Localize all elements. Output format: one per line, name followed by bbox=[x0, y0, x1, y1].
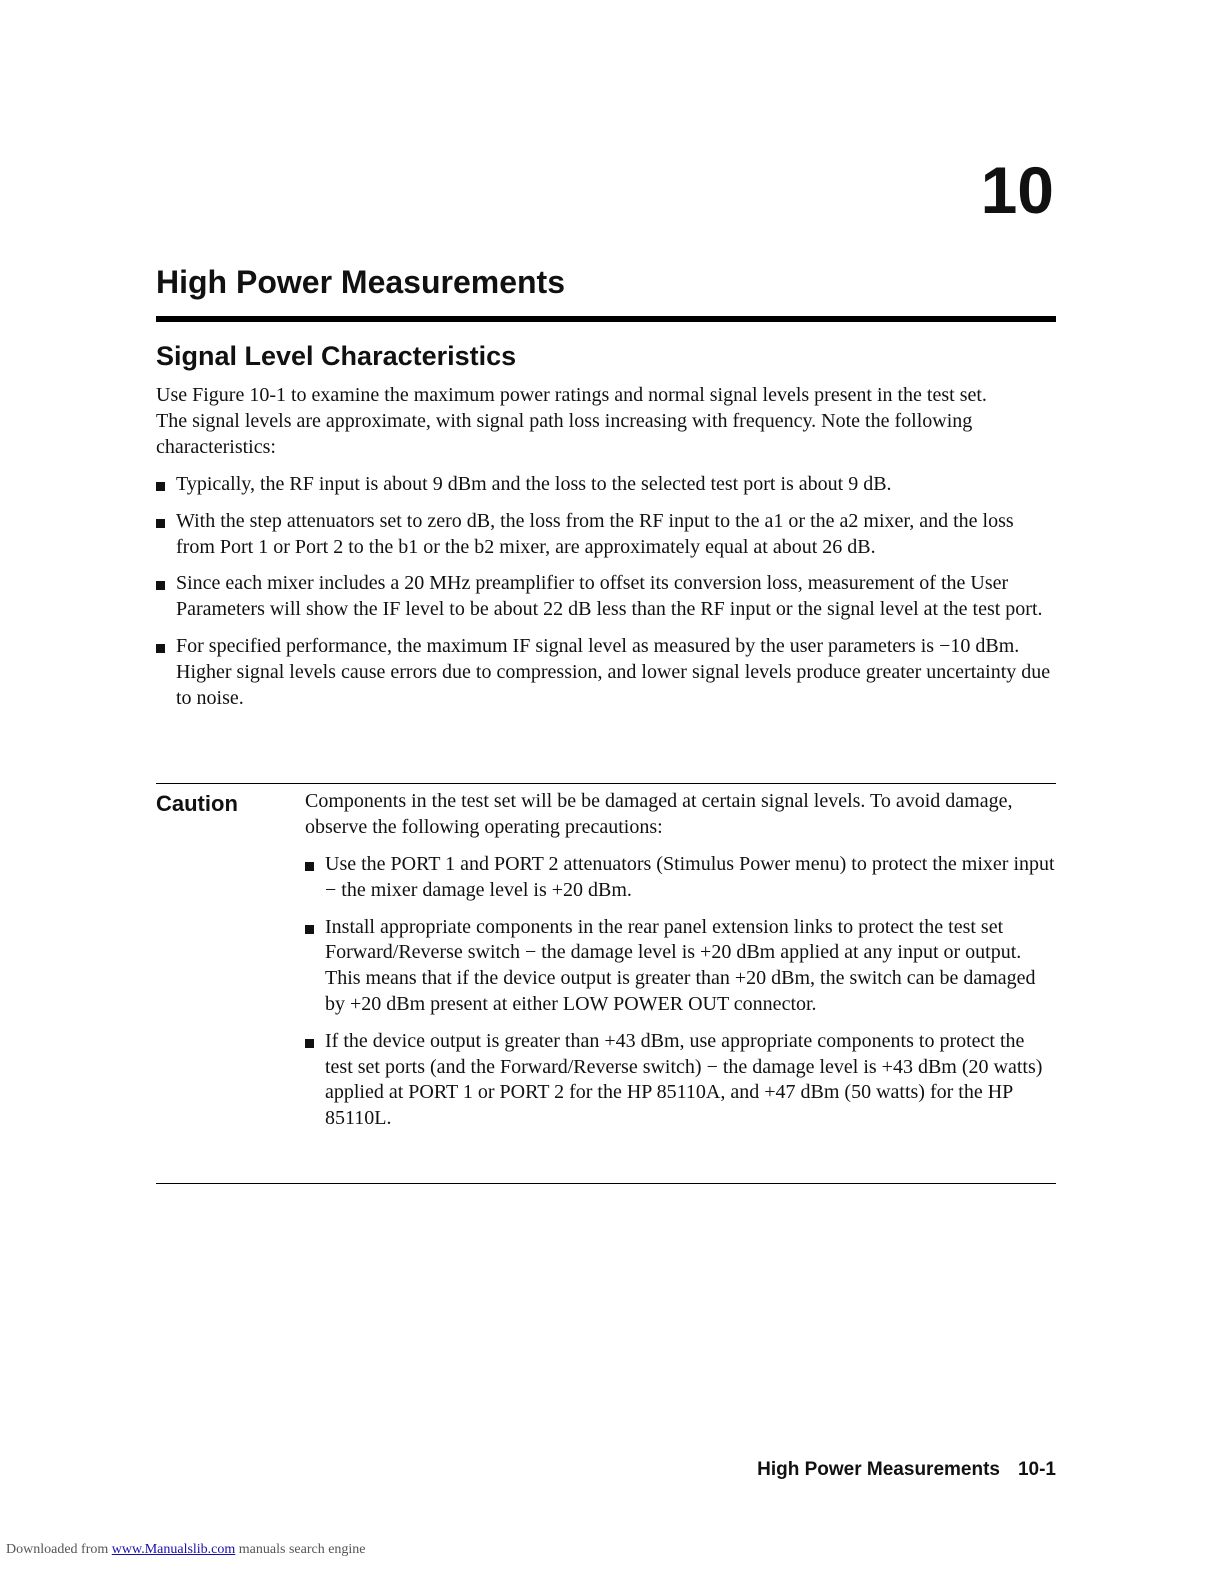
caution-bottom-rule bbox=[156, 1183, 1056, 1184]
caution-label: Caution bbox=[156, 791, 238, 816]
download-note-suffix: manuals search engine bbox=[238, 1542, 366, 1557]
square-bullet-icon bbox=[305, 925, 314, 934]
square-bullet-icon bbox=[156, 644, 165, 653]
intro-paragraph: Use Figure 10-1 to examine the maximum power ratings and normal signal levels present in the test set. The signal levels are approximate, with signal path loss increasing with frequency. Note the following characteristics: bbox=[156, 384, 987, 458]
caution-top-rule bbox=[156, 783, 1056, 784]
list-item-text: If the device output is greater than +43 dBm, use appropriate components to protect the test set ports (and the Forward/Reverse switch) − the damage level is +43 dBm (20 watts) applied at PORT 1 or PORT 2 for the HP 85110A, and +47 dBm (50 watts) for the HP 85110L. bbox=[325, 1029, 1043, 1130]
square-bullet-icon bbox=[305, 1039, 314, 1048]
list-item bbox=[305, 852, 1057, 904]
list-item bbox=[156, 634, 1056, 711]
square-bullet-icon bbox=[305, 862, 314, 871]
footer-title: High Power Measurements bbox=[757, 1459, 1000, 1480]
manualslib-link[interactable]: www.Manualslib.com bbox=[111, 1542, 236, 1557]
list-item bbox=[156, 472, 1056, 498]
list-item-text: Use the PORT 1 and PORT 2 attenuators (Stimulus Power menu) to protect the mixer input − the mixer damage level is +20 dBm. bbox=[325, 853, 1055, 901]
square-bullet-icon bbox=[156, 519, 165, 528]
list-item bbox=[305, 915, 1057, 1018]
square-bullet-icon bbox=[156, 482, 165, 491]
list-item bbox=[156, 509, 1056, 561]
list-item-text: For specified performance, the maximum IF signal level as measured by the user parameters is −10 dBm. Higher signal levels cause errors due to compression, and lower signal levels produce greater uncertainty due to noise. bbox=[176, 634, 1051, 709]
running-footer bbox=[757, 1458, 1056, 1482]
chapter-title: High Power Measurements bbox=[156, 264, 565, 300]
section-heading: Signal Level Characteristics bbox=[156, 341, 517, 371]
characteristics-list bbox=[156, 472, 1056, 722]
list-item bbox=[305, 1029, 1057, 1132]
download-note-prefix: Downloaded from bbox=[6, 1542, 109, 1557]
list-item-text: Install appropriate components in the rear panel extension links to protect the test set Forward/Reverse switch − the damage level is +20 dBm applied at any input or output. This means that if the device output is greater than +20 dBm, the switch can be damaged by +20 dBm present at either LOW POWER OUT connector. bbox=[325, 915, 1036, 1015]
caution-intro: Components in the test set will be be damaged at certain signal levels. To avoid damage, observe the following operating precautions: bbox=[305, 790, 1013, 838]
page-number: 10-1 bbox=[1017, 1459, 1056, 1480]
download-note bbox=[6, 1541, 366, 1559]
list-item-text: With the step attenuators set to zero dB, the loss from the RF input to the a1 or the a2 mixer, and the loss from Port 1 or Port 2 to the b1 or the b2 mixer, are approximately equal at about 26 dB. bbox=[176, 509, 1014, 558]
caution-list bbox=[305, 852, 1057, 1143]
chapter-number: 10 bbox=[980, 153, 1054, 227]
list-item bbox=[156, 571, 1056, 623]
title-rule bbox=[156, 316, 1056, 322]
square-bullet-icon bbox=[156, 581, 165, 590]
list-item-text: Since each mixer includes a 20 MHz preamplifier to offset its conversion loss, measurement of the User Parameters will show the IF level to be about 22 dB less than the RF input or the signal level at the test port. bbox=[176, 572, 1043, 621]
list-item-text: Typically, the RF input is about 9 dBm and the loss to the selected test port is about 9 dB. bbox=[176, 473, 892, 495]
